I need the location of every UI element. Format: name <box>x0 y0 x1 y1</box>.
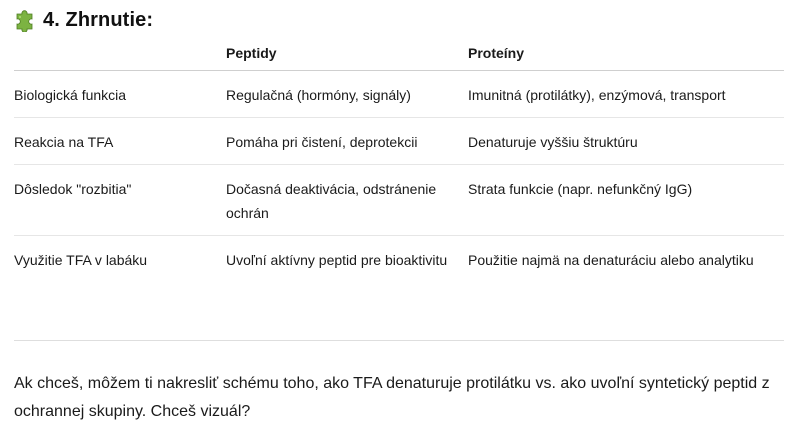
closing-paragraph: Ak chceš, môžem ti nakresliť schému toho, ako TFA denaturuje protilátku vs. ako uvoľní syntetický peptid z ochrannej skupiny. Chceš vizuál? <box>14 375 770 420</box>
column-header-proteiny: Proteíny <box>468 36 784 71</box>
table-header-row <box>14 36 784 71</box>
section-heading-text: 4. Zhrnutie: <box>43 8 154 31</box>
table-row <box>14 118 784 165</box>
row-label: Dôsledok "rozbitia" <box>14 165 226 236</box>
peptidy-cell: Regulačná (hormóny, signály) <box>226 71 468 118</box>
horizontal-divider <box>14 340 784 341</box>
section-heading <box>14 6 153 34</box>
proteiny-cell: Strata funkcie (napr. nefunkčný IgG) <box>468 165 784 236</box>
proteiny-cell: Denaturuje vyššiu štruktúru <box>468 118 784 165</box>
column-header-empty <box>14 36 226 71</box>
row-label: Využitie TFA v labáku <box>14 252 148 268</box>
proteiny-cell: Imunitná (protilátky), enzýmová, transport <box>468 71 784 118</box>
peptidy-cell: Dočasná deaktivácia, odstránenie ochrán <box>226 165 468 236</box>
puzzle-piece-icon <box>14 8 38 32</box>
table-row <box>14 165 784 236</box>
peptidy-cell: Uvoľní aktívny peptid pre bioaktivitu <box>226 252 448 268</box>
summary-table <box>14 36 784 282</box>
table-row <box>14 71 784 118</box>
column-header-peptidy: Peptidy <box>226 36 468 71</box>
table-row <box>14 236 784 283</box>
row-label: Biologická funkcia <box>14 71 226 118</box>
peptidy-cell: Pomáha pri čistení, deprotekcii <box>226 118 468 165</box>
row-label: Reakcia na TFA <box>14 118 226 165</box>
proteiny-cell: Použitie najmä na denaturáciu alebo analytiku <box>468 252 754 268</box>
